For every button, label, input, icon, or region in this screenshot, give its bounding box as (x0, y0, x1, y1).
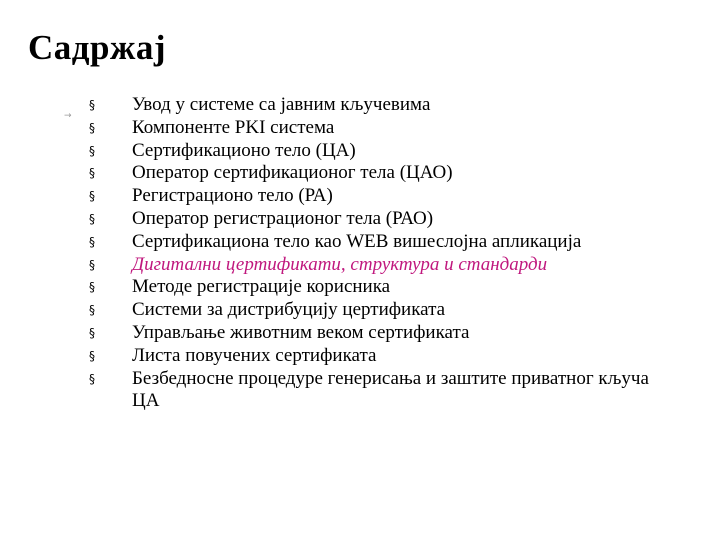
section-bullet-icon: § (89, 325, 95, 340)
slide-title: Садржај (28, 28, 166, 67)
list-item-label: Оператор регистрационог тела (РАО) (132, 207, 434, 229)
section-bullet-icon: § (89, 166, 95, 181)
section-bullet-icon: § (89, 189, 95, 204)
list-item-label: Увод у системе са јавним кључевима (132, 94, 431, 115)
list-item (0, 368, 720, 414)
list-item-current (0, 254, 720, 277)
section-bullet-icon: § (89, 280, 95, 295)
list-item (0, 208, 720, 231)
list-item (0, 185, 720, 208)
list-item-label: Безбедносне процедуре генерисања и заштите приватног кључа ЦА (132, 367, 649, 412)
list-item-label: Листа повучених сертификата (132, 344, 377, 366)
section-bullet-icon: § (89, 120, 95, 135)
section-bullet-icon: § (89, 143, 95, 158)
list-item-label: Оператор сертификационог тела (ЦАО) (132, 162, 453, 184)
list-item (0, 94, 720, 117)
section-bullet-icon: § (89, 211, 95, 226)
list-item-label: Методе регистрације корисника (132, 276, 391, 298)
list-item (0, 162, 720, 185)
list-item-label: Системи за дистрибуцију цертификата (132, 299, 446, 321)
list-item-label: Сертификационо тело (ЦА) (132, 139, 356, 161)
section-bullet-icon: § (89, 348, 95, 363)
list-item (0, 276, 720, 299)
arrow-marker-icon: → (64, 111, 72, 121)
section-bullet-icon: § (89, 257, 95, 272)
list-item-label: Дигитални цертификати, структура и стандарди (132, 253, 548, 275)
list-item (0, 117, 720, 140)
list-item (0, 140, 720, 163)
list-item-label: Регистрационо тело (РА) (132, 185, 333, 207)
table-of-contents-list (0, 94, 720, 413)
list-item-label: Сертификациона тело као WEB вишеслојна апликација (132, 230, 582, 252)
list-item (0, 345, 720, 368)
section-bullet-icon: § (89, 234, 95, 249)
section-bullet-icon: § (89, 371, 95, 386)
list-item-label: Управљање животним веком сертификата (132, 321, 470, 343)
list-item-label: Компоненте PKI система (132, 116, 335, 138)
list-item (0, 322, 720, 345)
section-bullet-icon: § (89, 98, 95, 112)
list-item (0, 299, 720, 322)
list-item (0, 231, 720, 254)
section-bullet-icon: § (89, 303, 95, 318)
